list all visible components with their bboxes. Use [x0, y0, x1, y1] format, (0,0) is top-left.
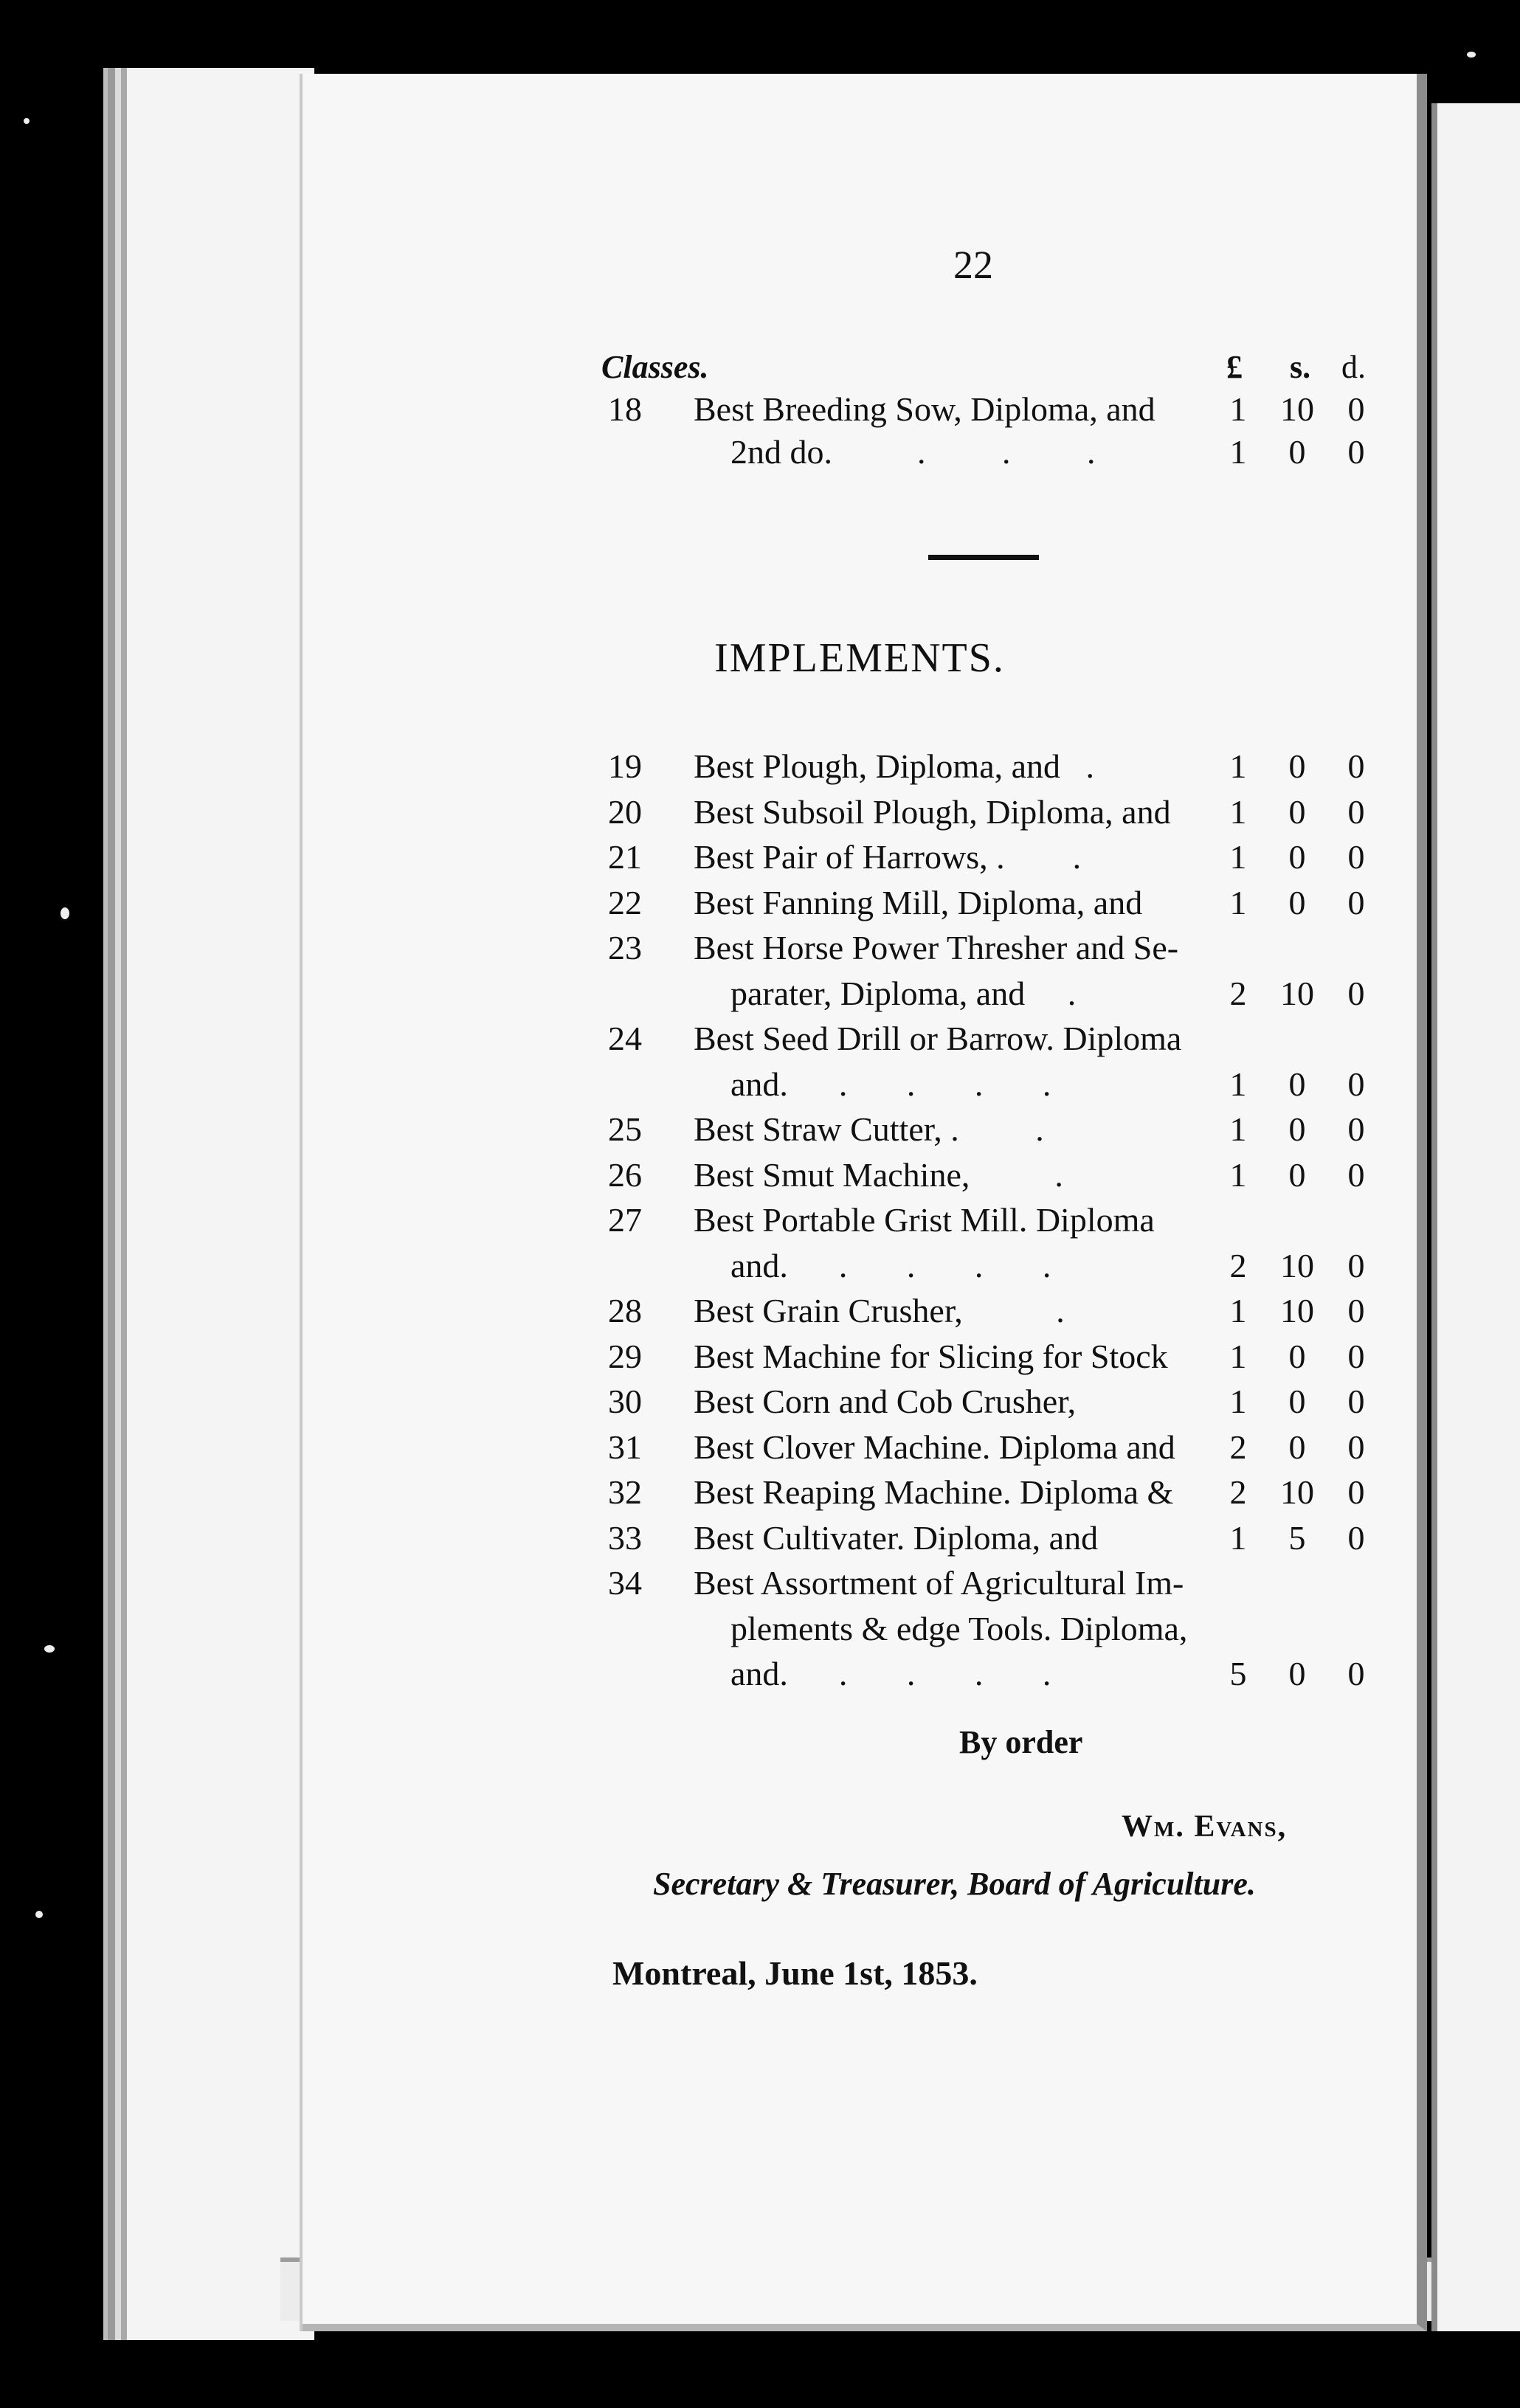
prize-pounds: 2 — [1229, 1473, 1247, 1511]
prize-entry-continuation — [303, 1654, 1417, 1698]
prize-entry-continuation — [303, 1609, 1417, 1653]
prize-pounds: 1 — [1229, 883, 1247, 921]
class-number: 34 — [608, 1564, 642, 1602]
prize-entry — [303, 1155, 1417, 1200]
section-title: IMPLEMENTS. — [714, 635, 1005, 681]
prize-pounds: 1 — [1229, 390, 1247, 428]
prize-pence: 0 — [1347, 1337, 1365, 1375]
prize-shillings: 0 — [1288, 838, 1306, 876]
prize-pence: 0 — [1347, 747, 1365, 785]
prize-pence: 0 — [1347, 1383, 1365, 1420]
scan-speck — [44, 1645, 55, 1653]
prize-description: Best Breeding Sow, Diploma, and — [694, 390, 1155, 428]
prize-description: Best Cultivater. Diploma, and — [694, 1518, 1099, 1557]
prize-pounds: 1 — [1229, 1065, 1247, 1103]
prize-description: Best Subsoil Plough, Diploma, and — [694, 792, 1171, 831]
class-number: 23 — [608, 929, 642, 966]
prize-shillings: 10 — [1280, 1473, 1314, 1511]
class-number: 24 — [608, 1020, 642, 1057]
prize-entry — [303, 928, 1417, 972]
prize-entry — [303, 1291, 1417, 1335]
by-order: By order — [959, 1724, 1083, 1760]
column-header-classes: Classes. — [601, 349, 709, 385]
prize-description: Best Portable Grist Mill. Diploma — [694, 1201, 1155, 1239]
prize-entry — [303, 1563, 1417, 1608]
prize-shillings: 0 — [1288, 1655, 1306, 1692]
prize-shillings: 10 — [1280, 390, 1314, 428]
class-number: 29 — [608, 1337, 642, 1375]
prize-description: and. . . . . — [730, 1065, 1051, 1103]
scan-speck — [24, 118, 30, 124]
scan-speck — [61, 907, 69, 919]
prize-entry — [303, 883, 1417, 927]
prize-pence: 0 — [1347, 974, 1365, 1012]
prize-entry-continuation — [303, 1246, 1417, 1290]
prize-pence: 0 — [1347, 838, 1365, 876]
prize-pounds: 1 — [1229, 792, 1247, 831]
prize-pounds: 1 — [1229, 747, 1247, 785]
prize-entry — [303, 1382, 1417, 1426]
class-number: 18 — [608, 390, 642, 428]
prize-pence: 0 — [1347, 1473, 1365, 1511]
prize-shillings: 10 — [1280, 974, 1314, 1012]
prize-description: Best Clover Machine. Diploma and — [694, 1428, 1175, 1466]
column-header-shillings: s. — [1290, 349, 1311, 385]
class-number: 22 — [608, 883, 642, 921]
prize-shillings: 0 — [1288, 747, 1306, 785]
prize-description: Best Grain Crusher, . — [694, 1292, 1065, 1329]
page-number: 22 — [953, 243, 993, 287]
prize-pounds: 1 — [1229, 1337, 1247, 1375]
prize-description: Best Horse Power Thresher and Se- — [694, 929, 1179, 966]
prize-description: Best Reaping Machine. Diploma & — [694, 1473, 1174, 1511]
prize-entry — [303, 1428, 1417, 1472]
prize-pence: 0 — [1347, 1655, 1365, 1692]
prize-entry-continuation — [303, 974, 1417, 1018]
prize-shillings: 0 — [1288, 883, 1306, 921]
prize-pounds: 1 — [1229, 433, 1247, 471]
prize-shillings: 0 — [1288, 1110, 1306, 1148]
prize-description: Best Machine for Slicing for Stock — [694, 1337, 1168, 1375]
prize-pounds: 2 — [1229, 974, 1247, 1012]
prize-entry-continuation — [303, 1065, 1417, 1109]
prize-description: Best Fanning Mill, Diploma, and — [694, 883, 1143, 921]
prize-shillings: 10 — [1280, 1292, 1314, 1329]
document-page — [303, 74, 1427, 2331]
column-header-pence: d. — [1341, 349, 1366, 385]
prize-entry — [303, 837, 1417, 882]
prize-entry — [303, 1019, 1417, 1063]
prize-pounds: 1 — [1229, 1518, 1247, 1557]
prize-pounds: 1 — [1229, 1383, 1247, 1420]
class-number: 28 — [608, 1292, 642, 1329]
prize-description: Best Corn and Cob Crusher, — [694, 1383, 1077, 1420]
class-number: 25 — [608, 1110, 642, 1148]
section-divider — [928, 555, 1039, 560]
signer-name: Wm. Evans, — [1122, 1810, 1288, 1844]
class-number: 30 — [608, 1383, 642, 1420]
class-number: 19 — [608, 747, 642, 785]
prize-pounds: 1 — [1229, 838, 1247, 876]
prize-entry — [303, 1110, 1417, 1154]
signer-title: Secretary & Treasurer, Board of Agriculture. — [653, 1866, 1256, 1902]
prize-entry — [303, 792, 1417, 837]
prize-description: Best Smut Machine, . — [694, 1155, 1063, 1194]
prize-shillings: 0 — [1288, 433, 1306, 471]
prize-shillings: 0 — [1288, 1155, 1306, 1194]
class-number: 33 — [608, 1518, 642, 1557]
prize-pence: 0 — [1347, 390, 1365, 428]
prize-shillings: 0 — [1288, 1337, 1306, 1375]
prize-description: 2nd do. . . . — [730, 433, 1096, 471]
prize-pounds: 2 — [1229, 1246, 1247, 1284]
scan-left-margin — [103, 68, 314, 2340]
prize-pence: 0 — [1347, 1246, 1365, 1284]
prize-pence: 0 — [1347, 1155, 1365, 1194]
prize-pence: 0 — [1347, 1428, 1365, 1466]
prize-pounds: 5 — [1229, 1655, 1247, 1692]
prize-shillings: 0 — [1288, 1428, 1306, 1466]
prize-pence: 0 — [1347, 1065, 1365, 1103]
prize-entry-continuation — [303, 432, 1417, 477]
class-number: 20 — [608, 792, 642, 831]
class-number: 26 — [608, 1155, 642, 1194]
scan-speck — [1467, 52, 1476, 58]
prize-pounds: 1 — [1229, 1155, 1247, 1194]
prize-entry — [303, 1473, 1417, 1517]
class-number: 32 — [608, 1473, 642, 1511]
scan-speck — [35, 1911, 43, 1918]
prize-shillings: 5 — [1288, 1518, 1306, 1557]
class-number: 21 — [608, 838, 642, 876]
prize-description: plements & edge Tools. Diploma, — [730, 1609, 1188, 1647]
prize-shillings: 10 — [1280, 1246, 1314, 1284]
prize-pounds: 1 — [1229, 1110, 1247, 1148]
prize-pence: 0 — [1347, 1110, 1365, 1148]
column-header-pounds: £ — [1226, 349, 1243, 385]
class-number: 31 — [608, 1428, 642, 1466]
prize-pence: 0 — [1347, 1518, 1365, 1557]
prize-entry — [303, 1337, 1417, 1381]
prize-description: Best Pair of Harrows, . . — [694, 838, 1082, 876]
prize-description: Best Seed Drill or Barrow. Diploma — [694, 1020, 1182, 1057]
prize-description: and. . . . . — [730, 1246, 1051, 1284]
prize-description: Best Assortment of Agricultural Im- — [694, 1564, 1184, 1602]
prize-pounds: 2 — [1229, 1428, 1247, 1466]
prize-shillings: 0 — [1288, 792, 1306, 831]
prize-description: Best Straw Cutter, . . — [694, 1110, 1044, 1148]
prize-entry — [303, 390, 1417, 434]
prize-pence: 0 — [1347, 792, 1365, 831]
prize-pence: 0 — [1347, 1292, 1365, 1329]
place-and-date: Montreal, June 1st, 1853. — [612, 1954, 978, 1992]
prize-pounds: 1 — [1229, 1292, 1247, 1329]
prize-entry — [303, 1200, 1417, 1245]
prize-entry — [303, 1518, 1417, 1563]
prize-pence: 0 — [1347, 883, 1365, 921]
prize-description: and. . . . . — [730, 1655, 1051, 1692]
prize-pence: 0 — [1347, 433, 1365, 471]
scan-right-margin — [1431, 103, 1520, 2331]
class-number: 27 — [608, 1201, 642, 1239]
prize-shillings: 0 — [1288, 1065, 1306, 1103]
prize-description: parater, Diploma, and . — [730, 974, 1077, 1012]
prize-description: Best Plough, Diploma, and . — [694, 747, 1095, 785]
prize-shillings: 0 — [1288, 1383, 1306, 1420]
prize-entry — [303, 747, 1417, 791]
